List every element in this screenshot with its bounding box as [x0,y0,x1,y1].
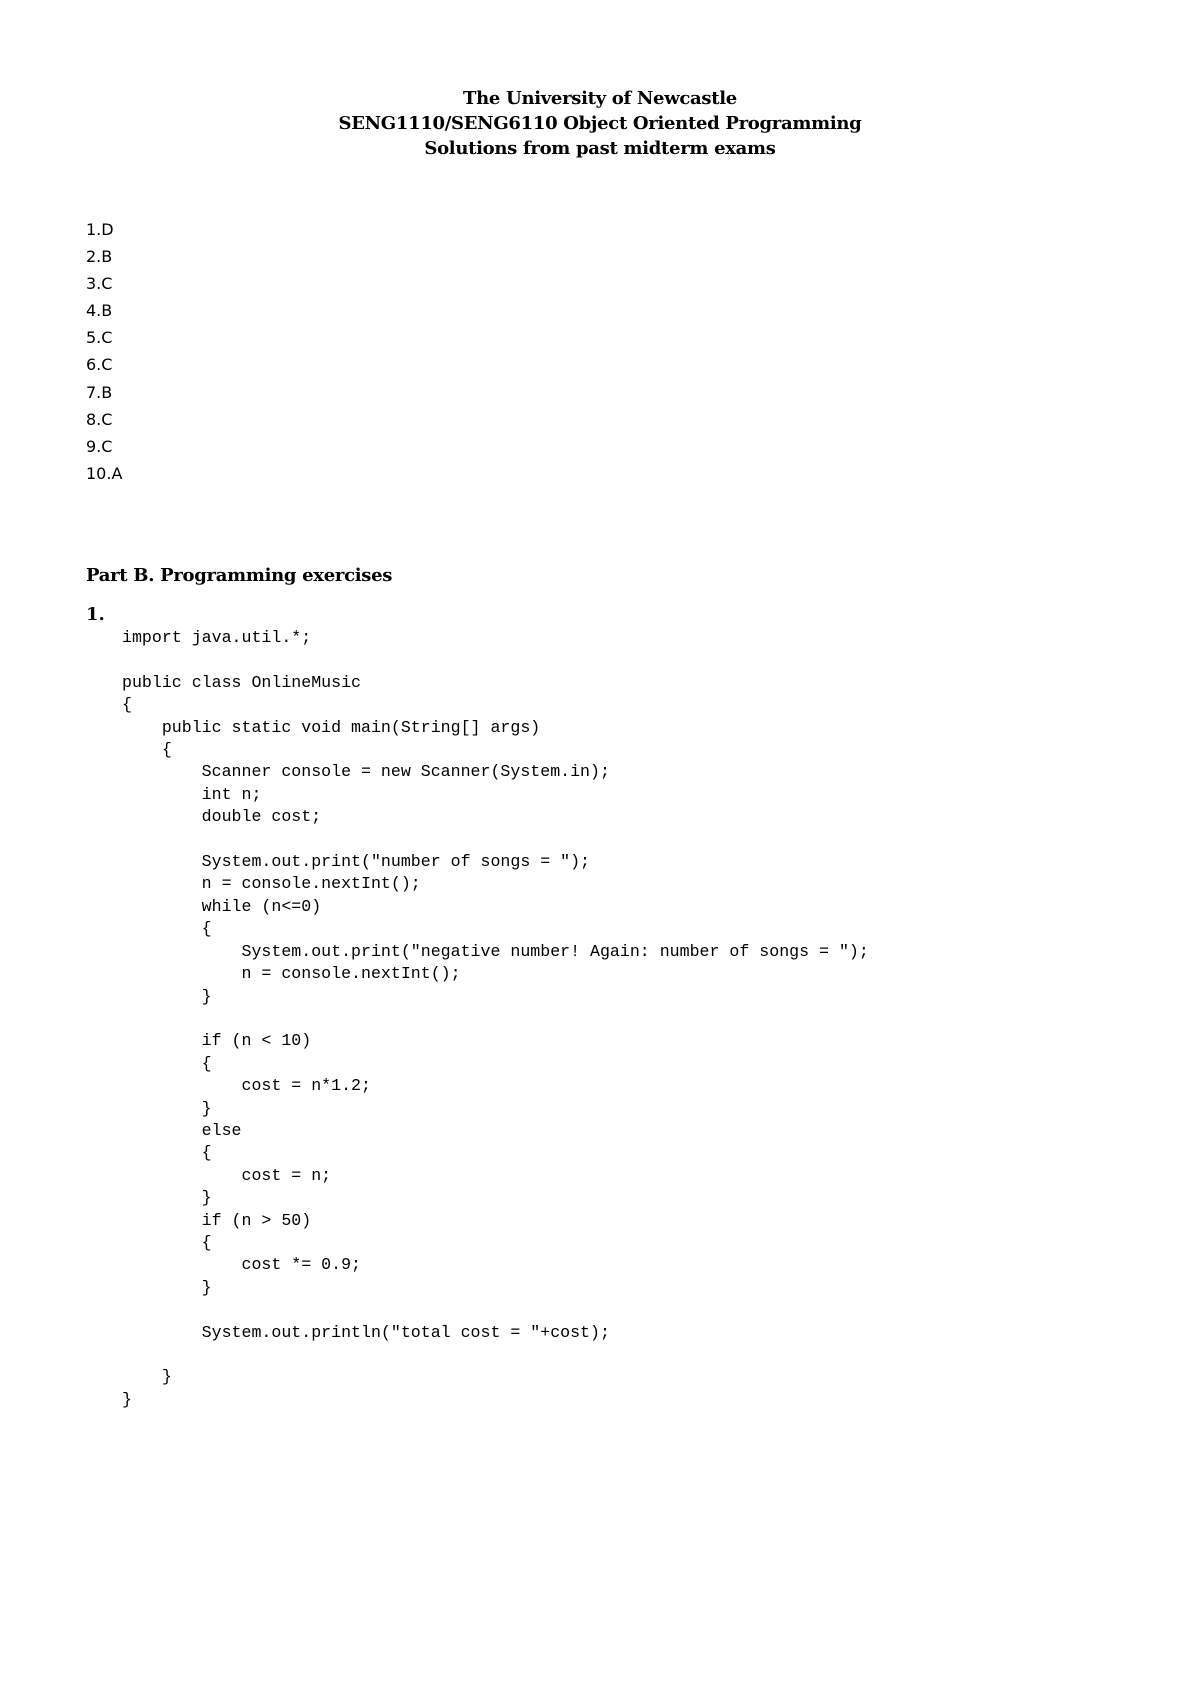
answer-item: 3.C [86,274,113,294]
answer-item: 1.D [86,220,114,239]
answer-item: 7.B [86,382,113,402]
code-block: import java.util.*; public class OnlineMusic { public static void main(String[] args) { Scanner console = new Scanner(System.in); int n; double cost; System.out.print("number of songs = "); n = console.nextInt(); while (n<=0) { System.out.print("negative number! Again: number of songs = "); n = console.nextInt(); } if (n < 10) { cost = n*1.2; } else { cost = n; } if (n > 50) { cost *= 0.9; } System.out.println("total cost = "+cost); } } [122,628,869,1409]
document-header [0,86,1200,161]
question-number: 1. [86,604,105,625]
answer-item: 4.B [86,301,113,321]
answer-item: 6.C [86,355,113,375]
document-subtitle: Solutions from past midterm exams [424,138,776,159]
answer-item: 5.C [86,328,113,348]
answer-item: 10.A [86,463,123,483]
university-name: The University of Newcastle [463,88,737,109]
answer-item: 2.B [86,247,113,267]
section-heading: Part B. Programming exercises [86,565,393,586]
course-title: SENG1110/SENG6110 Object Oriented Programming [338,113,862,134]
answer-item: 9.C [86,436,113,456]
answer-item: 8.C [86,409,113,429]
answer-list [86,216,122,487]
